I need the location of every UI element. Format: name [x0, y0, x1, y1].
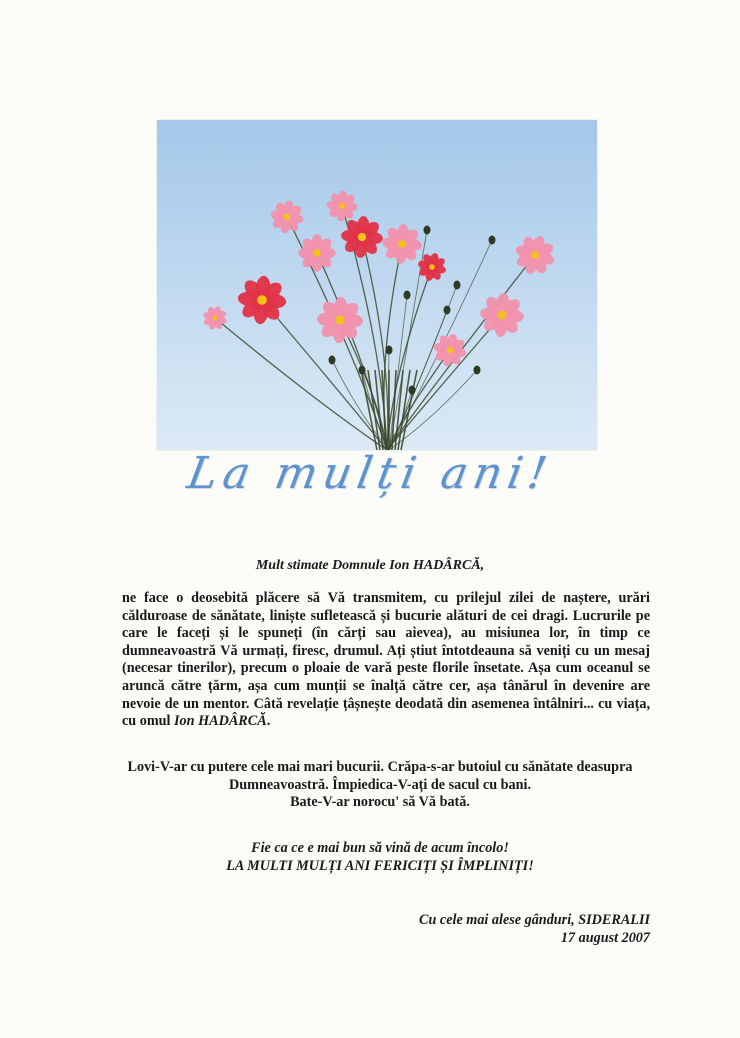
flower-center: [398, 240, 406, 248]
closing-line: LA MULTI MULȚI ANI FERICIȚI ȘI ÎMPLINIȚI!: [226, 857, 534, 874]
flower-bud: [329, 356, 336, 365]
flower-center: [213, 316, 218, 321]
flower-bud: [474, 366, 481, 375]
flower-bud: [489, 236, 496, 245]
flower-bud: [359, 366, 366, 375]
wish-line: Dumneavoastră. Împiedica-V-ați de sacul cu bani.: [228, 776, 531, 793]
flower-bud: [404, 291, 411, 300]
flower-bud: [386, 346, 393, 355]
flower-center: [498, 311, 507, 320]
signature-line: Cu cele mai alese gânduri, SIDERALII: [419, 912, 650, 928]
honoree-name: Ion HADÂRCĂ: [174, 713, 267, 730]
closing-line: Fie ca ce e mai bun să vină de acum încolo!: [251, 840, 509, 856]
paper-texture: [157, 120, 597, 450]
flower-bud: [444, 306, 451, 315]
flower-center: [429, 264, 435, 270]
wish-line: Bate-V-ar norocu' să Vă bată.: [290, 794, 470, 811]
letter-body-text: ne face o deosebită plăcere să Vă transmitem, cu prilejul zilei de naștere, urări călduroase de sănătate, liniște sufletească și bucurie alături de cei dragi. Lucrurile pe care le faceți și le spuneți (în cărți sau aievea), au misiunea lor, în timp ce dumneavoastră Vă urmați, firesc, drumul. Ați știut întotdeauna să veniți cu un mesaj (necesar tinerilor), precum o ploaie de vară peste florile însetate. Așa cum oceanul se aruncă către țărm, așa cum munții se înalță către cer, așa tânărul în devenire are nevoie de un mentor. Câtă revelație țâșnește deodată din asemenea întâlniri... cu viața, cu omul: [122, 590, 650, 730]
flower-bud: [454, 281, 461, 290]
flower-center: [335, 315, 344, 324]
letter-salutation: Mult stimate Domnule Ion HADÂRCĂ,: [255, 558, 485, 573]
flower-center: [284, 214, 291, 221]
flower-center: [313, 249, 320, 256]
letter-body-end: .: [266, 713, 271, 730]
wish-line: Lovi-V-ar cu putere cele mai mari bucurii. Crăpa-s-ar butoiul cu sănătate deasupra: [127, 759, 633, 775]
flower-center: [358, 233, 366, 241]
flower-center: [339, 203, 345, 209]
letter-date: 17 august 2007: [560, 930, 650, 946]
flower-bud: [424, 226, 431, 235]
closing-block: [0, 840, 740, 875]
wishes-block: [100, 759, 660, 812]
flower-center: [447, 347, 454, 354]
greeting-title: La mulți ani!: [183, 448, 557, 499]
signature-block: [300, 911, 650, 947]
letter-body: [122, 590, 650, 731]
flower-center: [257, 295, 267, 305]
flower-center: [531, 251, 539, 259]
cosmos-flower: [298, 234, 335, 271]
flower-bud: [409, 386, 416, 395]
cosmos-flowers-image: [157, 120, 597, 450]
flower-photo: [157, 120, 597, 450]
